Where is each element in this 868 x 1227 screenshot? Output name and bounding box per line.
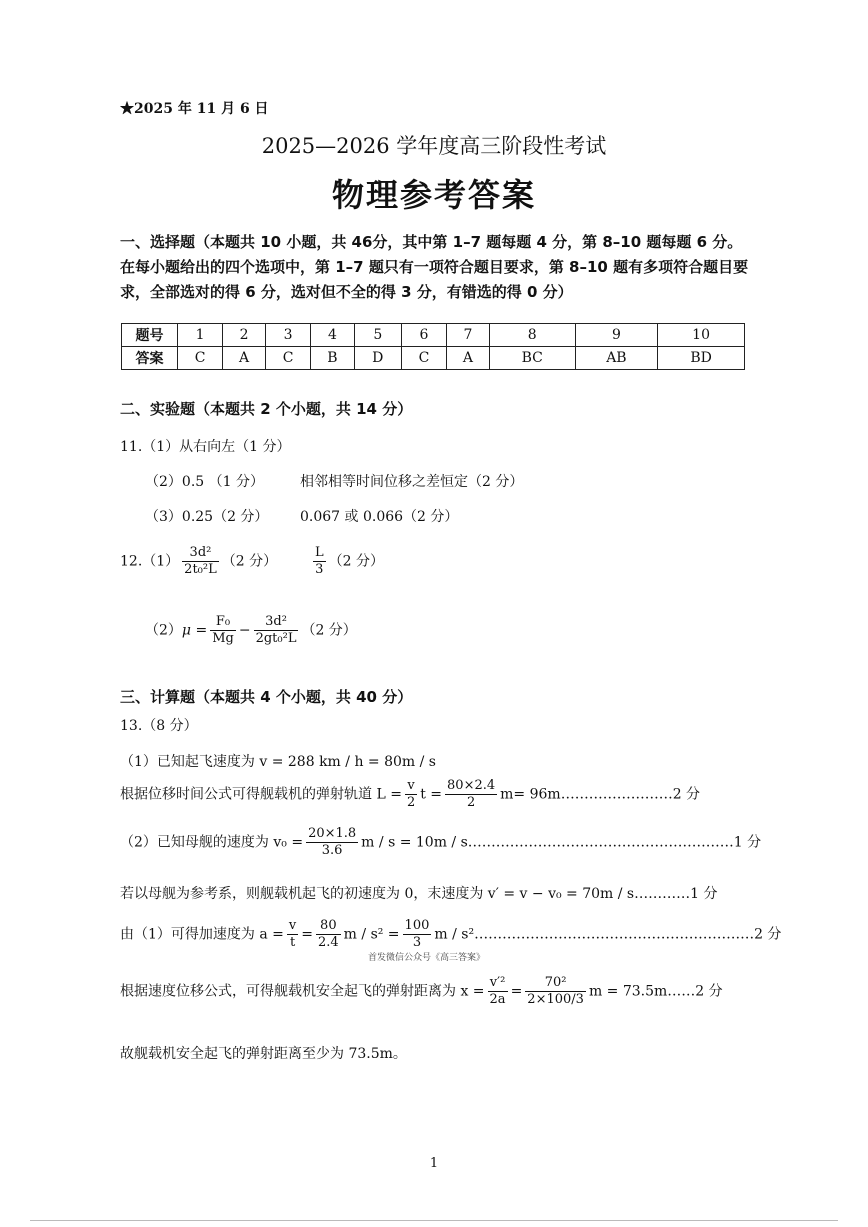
- q13-text: （2）已知母舰的速度为 v₀ =: [120, 834, 304, 851]
- q13-label: 13.（8 分）: [120, 718, 198, 734]
- fraction-numerator: 3d²: [182, 545, 219, 562]
- fraction-numerator: v′²: [488, 975, 508, 992]
- table-cell: D: [354, 347, 401, 370]
- q11-part3-result: 0.067 或 0.066（2 分）: [300, 509, 459, 525]
- q13-line5: [120, 918, 781, 951]
- table-cell: B: [311, 347, 355, 370]
- q11-part2-reason: 相邻相等时间位移之差恒定（2 分）: [300, 474, 524, 490]
- equals-sign: =: [301, 926, 313, 943]
- leader-dots: …………………………………………………: [467, 834, 734, 851]
- page-number: 1: [429, 1156, 439, 1171]
- table-cell: 5: [354, 324, 401, 347]
- fraction-denominator: 3.6: [321, 843, 343, 858]
- fraction-numerator: 80×2.4: [447, 778, 496, 793]
- fraction-numerator: L: [315, 545, 324, 560]
- q13-score: 2 分: [695, 983, 723, 1000]
- q13-line1: （1）已知起飞速度为 v = 288 km / h = 80m / s: [120, 754, 436, 770]
- table-cell: C: [401, 347, 446, 370]
- q13-score: 1 分: [733, 834, 762, 851]
- q13-result: m = 73.5m: [588, 983, 668, 1000]
- table-header-cell: 答案: [122, 347, 178, 370]
- fraction-denominator: 3: [412, 935, 422, 950]
- fraction-denominator: 2: [406, 795, 416, 810]
- leader-dots: ……………………………………………………: [474, 926, 755, 943]
- bottom-divider: [30, 1220, 838, 1221]
- q12-prefix: 12.（1）: [120, 553, 180, 570]
- table-cell: 10: [658, 324, 745, 347]
- q13-text: t =: [420, 786, 443, 803]
- section3-heading: 三、计算题（本题共 4 个小题，共 40 分）: [120, 688, 413, 706]
- q12-part2: [145, 614, 357, 647]
- table-row: [122, 347, 745, 370]
- fraction-denominator: 2t₀²L: [184, 562, 217, 577]
- fraction-denominator: 2: [466, 795, 476, 810]
- q13-text: 根据位移时间公式可得舰载机的弹射轨道 L =: [120, 786, 402, 803]
- section1-heading: 一、选择题（本题共 10 小题，共 46分，其中第 1–7 题每题 4 分，第 8–10 题每题 6 分。在每小题给出的四个选项中，第 1–7 题只有一项符合题目要求，第 8–10 题有多项符合题目要求，全部选对的得 6 分，选对但不全的得 3 分，有错选的得 0 分）: [120, 233, 749, 301]
- fraction-numerator: 80: [316, 918, 341, 935]
- q13-unit: m / s²: [434, 926, 475, 943]
- q13-score: 2 分: [672, 786, 701, 803]
- q11-part2-answer: （2）0.5 （1 分）: [145, 474, 264, 490]
- table-cell: A: [447, 347, 490, 370]
- table-cell: 6: [401, 324, 446, 347]
- watermark-text: 首发微信公众号《高三答案》: [368, 953, 486, 963]
- fraction-numerator: v: [405, 778, 417, 795]
- q13-line2: [120, 778, 700, 811]
- fraction-denominator: 2a: [489, 992, 506, 1007]
- q12-score: （2 分）: [328, 553, 384, 570]
- mu-symbol: μ =: [181, 622, 208, 639]
- q12-part2-prefix: （2）: [145, 622, 182, 639]
- table-cell: 8: [489, 324, 575, 347]
- q11-part1: 11.（1）从右向左（1 分）: [120, 439, 291, 455]
- q13-text: 若以母舰为参考系，则舰载机起飞的初速度为 0，末速度为 v′ = v − v₀ = 70m / s: [120, 886, 635, 902]
- fraction-numerator: F₀: [210, 614, 236, 631]
- exam-subtitle: 2025—2026 学年度高三阶段性考试: [261, 134, 607, 158]
- fraction-denominator: Mg: [212, 631, 234, 646]
- page-title: 物理参考答案: [331, 176, 536, 214]
- table-cell: 4: [311, 324, 355, 347]
- q13-result: m / s = 10m / s: [361, 834, 468, 851]
- table-cell: AB: [575, 347, 657, 370]
- fraction-denominator: 2×100/3: [527, 992, 584, 1007]
- q13-fraction: [306, 826, 358, 859]
- q13-fraction: [525, 975, 586, 1008]
- minus-sign: −: [238, 622, 251, 639]
- table-cell: 1: [178, 324, 223, 347]
- table-cell: C: [178, 347, 223, 370]
- fraction-numerator: 70²: [525, 975, 586, 992]
- q13-fraction: [445, 778, 497, 811]
- q13-line6: [120, 975, 723, 1008]
- table-header-cell: 题号: [122, 324, 178, 347]
- fraction-denominator: t: [289, 935, 296, 950]
- q12-fraction: [313, 545, 326, 578]
- q13-fraction: [403, 918, 432, 951]
- fraction-numerator: 3d²: [254, 614, 299, 631]
- table-cell: 3: [266, 324, 311, 347]
- table-cell: 7: [447, 324, 490, 347]
- q13-result: m= 96m: [500, 786, 561, 803]
- q13-fraction: [316, 918, 341, 951]
- fraction-numerator: 100: [404, 918, 430, 933]
- leader-dots: ……: [667, 983, 696, 1000]
- leader-dots: ……………………: [560, 786, 673, 803]
- q13-line4: [120, 883, 717, 903]
- q12-score: （2 分）: [221, 553, 278, 570]
- table-cell: 2: [223, 324, 266, 347]
- q13-text: 由（1）可得加速度为 a =: [120, 926, 284, 943]
- q13-text: 根据速度位移公式，可得舰载机安全起飞的弹射距离为 x =: [120, 983, 485, 1000]
- q12-fraction: [210, 614, 236, 647]
- q13-line3: [120, 826, 761, 859]
- q13-fraction: [488, 975, 508, 1008]
- fraction-numerator: 20×1.8: [308, 826, 357, 841]
- equals-sign: =: [510, 983, 523, 1000]
- fraction-denominator: 3: [315, 562, 324, 577]
- q13-fraction: [287, 918, 298, 951]
- fraction-denominator: 2gt₀²L: [255, 631, 297, 646]
- fraction-denominator: 2.4: [317, 935, 339, 950]
- section2-heading: 二、实验题（本题共 2 个小题，共 14 分）: [120, 400, 413, 418]
- exam-date: ★2025 年 11 月 6 日: [120, 101, 269, 117]
- q11-part3-answer: （3）0.25（2 分）: [145, 509, 269, 525]
- table-cell: BD: [658, 347, 745, 370]
- q12-fraction: [254, 614, 299, 647]
- fraction-numerator: v: [288, 918, 297, 933]
- answer-table: [121, 323, 745, 370]
- table-cell: C: [266, 347, 311, 370]
- q12-fraction: [182, 545, 219, 578]
- q12-part1: [120, 545, 277, 578]
- q13-score: 1 分: [690, 886, 718, 902]
- table-cell: A: [223, 347, 266, 370]
- table-cell: 9: [575, 324, 657, 347]
- q13-text: m / s² =: [343, 926, 400, 943]
- q12-part1-second: [310, 545, 384, 578]
- leader-dots: …………: [634, 886, 691, 902]
- q12-score: （2 分）: [301, 622, 357, 639]
- q13-score: 2 分: [754, 926, 782, 943]
- table-cell: BC: [489, 347, 575, 370]
- q13-fraction: [405, 778, 417, 811]
- q13-conclusion: 故舰载机安全起飞的弹射距离至少为 73.5m。: [120, 1046, 407, 1062]
- table-row: [122, 324, 745, 347]
